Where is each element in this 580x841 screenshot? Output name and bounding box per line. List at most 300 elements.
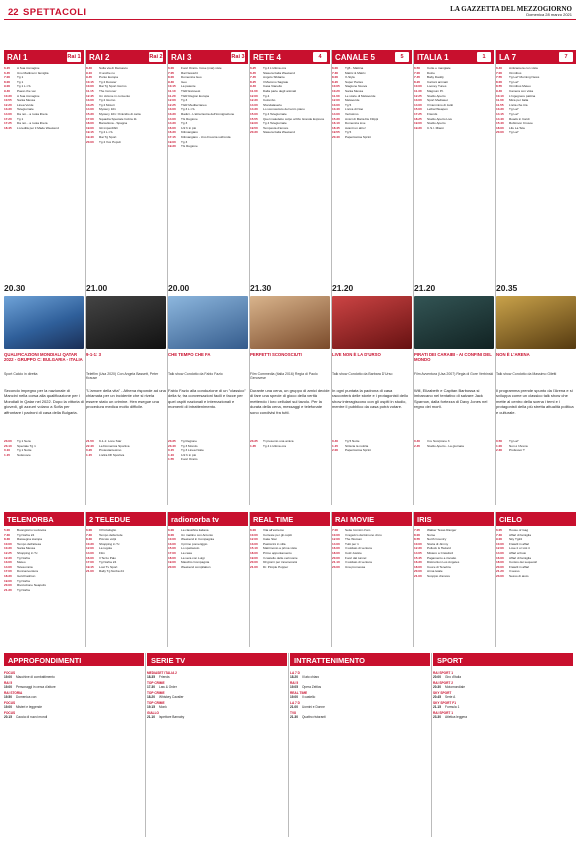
schedule-program: Gold Fashion [17,574,36,578]
column-divider [288,653,289,837]
schedule-program: Tg 1 Notte [17,449,32,453]
schedule-program: Tg 4 L'ultima ora [263,67,286,70]
section-title: SPETTACOLI [23,7,87,18]
schedule-time: 20.00 [496,564,504,569]
schedule-row [414,575,494,579]
schedule-time: 10.05 [332,84,340,89]
schedule-time: 19.15 [86,564,94,569]
schedule-time: 15.45 [414,555,422,560]
schedule-program: Il Mammo Sagrate [263,80,289,84]
listing-channel: RAI STORIA [4,691,23,695]
schedule-program: Fratelli in affari [509,542,530,546]
channel-logo: 7 [559,52,573,62]
schedule-program: Rai Tg Sport [99,135,117,139]
schedule-row [332,118,412,122]
channel-name: RETE 4 [253,53,282,62]
schedule-time: 20.00 [4,583,12,588]
listing-time: 18.20 [147,695,155,699]
schedule-time: 13.00 [414,98,422,103]
schedule-row [86,543,166,547]
schedule-program: Stasera Italia Weekend [263,71,295,75]
program-title: LIVE NON È LA D'URSO [332,352,381,357]
schedule-time: 16.30 [414,560,422,565]
schedule-time: 14.15 [496,111,504,116]
schedule-row [332,538,412,542]
schedule-row [168,440,248,444]
schedule-time: 8.55 [496,84,503,89]
schedule-program: Le storie di Melaverde [345,94,376,98]
schedule-row [86,76,166,80]
schedule-row [4,570,84,574]
column-divider [167,50,168,505]
schedule-time: 12.25 [168,102,176,107]
schedule-late [496,440,576,500]
schedule-program: Il ragazzo dal kimono d'oro [345,533,382,537]
schedule-time: 15.55 [250,116,258,121]
schedule-program: La casa [181,551,192,555]
newspaper-name: LA GAZZETTA DEL MEZZOGIORNO [450,5,572,13]
schedule-row [168,557,248,561]
listing-time: 21.15 [433,705,441,709]
listing-program: Whiskey Cavalier [159,695,184,699]
schedule-time: 0.40 [414,440,421,443]
schedule-program: Paesi che vai [17,89,36,93]
program-title: 9-1-1: 3 [86,352,102,357]
schedule-program: Omnibus [509,71,522,75]
listing-program: Uomini e Donne [302,705,325,709]
schedule-program: L'eredità per il Made Weekend [17,126,59,130]
schedule-time: 10.30 [86,541,94,546]
schedule-time: 17.20 [4,116,12,121]
schedule-program: Pasticcini in villa [263,542,286,546]
listing-channel: LA 7 D [290,671,300,675]
schedule-time: 10.15 [168,84,176,89]
listing-row [147,695,287,699]
schedule-row [86,547,166,551]
schedule-time: 15.00 [250,111,258,116]
schedule-program: Il re Scorpione 3 [427,440,450,443]
schedule-program: 1/2 h in più [181,453,197,457]
schedule-time: 13.00 [4,560,12,565]
schedule-time: 10.00 [496,541,504,546]
program-description: Sport Calcio in diretta [4,372,38,376]
schedule-program: Il sesso [509,570,520,574]
program-description: Telefilm (Usa 2020) Con Angela Bassett, Peter Krause [86,372,159,381]
local-channel-name: RAI MOVIE [335,515,375,524]
schedule-time: 10.15 [86,79,94,84]
category-listings [433,669,573,837]
schedule-program: Cuore di Tenebra [427,565,451,569]
schedule-program: Sette Uomini d'oro [345,529,371,532]
listing-program: Ispettore Barnaby [159,715,185,719]
schedule-row [168,95,248,99]
schedule-row [250,95,330,99]
schedule-program: Shopping in Tv [17,551,38,555]
listing-program: Personaggi in cerca d'attore [16,685,56,689]
schedule-time: 6.00 [168,67,175,70]
schedule-program: Shopping in Tv [99,542,120,546]
program-synopsis: Durante una cena, un gruppo di amici decide di fare una specie di gioco della verità mettendo i loro cellulari sul tavolo. Per la durata della cena, messaggi e telefonate sono condivisi fra tutti. [250,388,330,415]
program-photo [332,296,412,349]
schedule-row [414,566,494,570]
schedule-program: Donnavventura [17,570,38,574]
listing-time: 21.10 [147,715,155,719]
local-channel-header [4,512,84,526]
schedule-program: Tg 4 Telegiornale [263,122,287,126]
schedule-time: 8.00 [496,79,503,84]
schedule-program: Il Cammino di Jeiki [427,103,453,107]
schedule-time: 17.15 [168,134,176,139]
schedule-row [86,440,166,444]
channel-name: CANALE 5 [335,53,376,62]
schedule-program: Dolce [427,71,435,75]
schedule-row [86,538,166,542]
schedule-program: Magnum P.I. [427,89,445,93]
schedule-row [250,104,330,108]
schedule-time: 20.00 [168,564,176,569]
listing-program: Motomondiale [445,685,466,689]
channel-logo: Rai 3 [231,54,245,60]
schedule-row [168,552,248,556]
category-listings [290,669,430,837]
schedule-time: 6.45 [250,70,257,75]
program-synopsis: Il programma prende spunto da l'Arena e si sviluppa come un classico talk show che mette al centro della scena i temi e i protagonisti della più stretta attualità politica e culturale. [496,388,574,415]
schedule-time: 6.00 [168,529,175,532]
schedule-program: Tg 3 [181,99,188,103]
schedule-program: Weekend compilation [181,565,211,569]
schedule-time: 10.00 [86,84,94,89]
schedule-time: 1.00 [496,443,503,448]
schedule-time: 17.00 [4,569,12,574]
listing-time: 19.50 [4,695,12,699]
schedule-program: Primo appuntamento [263,551,292,555]
schedule-time: 15.00 [168,546,176,551]
schedule-row [250,72,330,76]
schedule-program: C.S.I. Miami [427,126,444,130]
schedule-row [496,538,576,542]
schedule-time: 14.00 [332,111,340,116]
schedule-time: 8.00 [4,79,11,84]
schedule-row [4,81,84,85]
schedule-time: 12.00 [86,546,94,551]
schedule-row [496,95,576,99]
schedule-time: 10.00 [414,541,422,546]
schedule-program: Sport Mediaset [427,99,448,103]
schedule-program: Film [99,551,105,555]
prime-time: 21.00 [86,283,108,293]
schedule-program: Angolo Sfidante [263,76,285,80]
schedule-time: 6.00 [86,529,93,532]
schedule-program: La Domenica Sportiva [99,444,130,448]
prime-time: 21.20 [332,283,354,293]
schedule-time: 20.00 [332,555,340,560]
schedule-morning [414,67,494,277]
schedule-time: 7.45 [250,75,257,80]
local-schedule [496,529,576,647]
local-schedule [250,529,330,647]
schedule-program: Tg 1 L.I.S. [17,85,32,89]
schedule-row [496,104,576,108]
schedule-time: 14.30 [168,121,176,126]
schedule-row [168,561,248,565]
schedule-time: 6.25 [250,67,257,70]
schedule-row [168,104,248,108]
schedule-time: 19.00 [86,125,94,130]
schedule-row [496,543,576,547]
schedule-time: 12.00 [332,98,340,103]
category-bar: APPROFONDIMENTI [4,653,144,666]
listing-row [433,685,573,689]
schedule-time: 18.00 [86,121,94,126]
schedule-program: Rai News24 [181,71,198,75]
schedule-row [168,99,248,103]
schedule-program: Quel maledetto colpo al Rio Grande Express [263,117,325,121]
schedule-row [250,552,330,556]
schedule-row [414,557,494,561]
schedule-program: Protestantesimo [99,449,122,453]
schedule-row [4,108,84,112]
listing-time: 20.15 [4,715,12,719]
schedule-time: 20.00 [250,560,258,565]
schedule-row [250,127,330,131]
schedule-row [250,566,330,570]
schedule-program: Fuori dal tunnel [345,556,367,560]
schedule-program: Speciale Tg 1 [17,444,36,448]
schedule-row [496,99,576,103]
schedule-row [4,113,84,117]
schedule-time: 12.00 [332,537,340,542]
schedule-program: Roads in Cardi [509,117,530,121]
listing-channel: RAI SPORT 2 [433,681,454,685]
schedule-time: 19.00 [250,555,258,560]
column-divider [413,512,414,647]
listing-program: Giro d'Italia [445,675,462,679]
schedule-time: 10.30 [4,93,12,98]
schedule-row [4,580,84,584]
schedule-program: TGR Region Europa [181,94,210,98]
schedule-time: 11.15 [86,88,94,93]
schedule-row [4,67,84,71]
listing-row [290,715,430,719]
schedule-row [332,95,412,99]
schedule-time: 15.00 [414,107,422,112]
local-channel-header [168,512,248,526]
schedule-program: Tutti per 1 [345,542,359,546]
channel-header [168,50,248,64]
schedule-time: 8.30 [86,537,93,542]
channel-logo: 5 [395,52,409,62]
schedule-time: 19.00 [414,121,422,126]
listing-row [433,715,573,719]
schedule-row [496,445,576,449]
schedule-time: 12.25 [414,93,422,98]
schedule-row [414,90,494,94]
schedule-row [250,440,330,444]
listing-program: Il lato chiaro [302,675,320,679]
schedule-time: 18.45 [332,125,340,130]
schedule-program: Rai Tg Sport Giorno [99,85,127,89]
program-title: QUALIFICAZIONI MONDIALI QATAR 2022 - GRUPPO C: BULGARIA - ITALIA [4,352,83,363]
schedule-row [496,108,576,112]
schedule-row [496,561,576,565]
schedule-row [4,76,84,80]
listing-time: 19.00 [4,685,12,689]
listing-program: Monk [159,705,167,709]
local-channel-header [332,512,412,526]
schedule-row [86,445,166,449]
schedule-time: 18.00 [414,564,422,569]
schedule-time: 18.00 [496,125,504,130]
schedule-time: 23.00 [4,440,12,443]
schedule-program: Weekend in Compagnia [181,538,214,542]
program-photo [4,296,84,349]
schedule-program: Tg 4 L'ultima ora [263,444,286,448]
category-listings [4,669,144,837]
schedule-time: 14.00 [4,564,12,569]
schedule-program: Pollock & Hazard [427,547,451,551]
schedule-program: Colombo [263,99,276,103]
schedule-late [168,440,248,500]
schedule-row [414,72,494,76]
schedule-program: Studio Aperto [427,94,446,98]
local-schedule [332,529,412,647]
schedule-row [496,113,576,117]
schedule-time: 6.05 [496,529,503,532]
listing-program: Friends [159,675,170,679]
schedule-row [496,547,576,551]
schedule-program: Linea Verde [17,103,34,107]
schedule-program: Nurse [427,533,436,537]
category-bar: INTRATTENIMENTO [290,653,430,666]
schedule-row [168,118,248,122]
program-description: Talk show Condotto da Fabio Fazio [168,372,223,376]
prime-time: 21.30 [250,283,272,293]
schedule-program: Gli imperdibili [99,126,118,130]
listing-program: Macchine di combattimento [16,675,55,679]
schedule-row [4,127,84,131]
schedule-time: 11.30 [414,88,422,93]
schedule-time: 23.35 [250,440,258,443]
schedule-time: 19.00 [168,139,176,144]
schedule-program: Love it or List it [509,547,530,551]
schedule-row [86,552,166,556]
local-channel-header [414,512,494,526]
channel-header [414,50,494,64]
listing-channel: SKY SPORT [433,691,452,695]
schedule-row [4,454,84,458]
schedule-time: 7.45 [414,75,421,80]
schedule-program: Lo spettacolo [181,547,200,551]
schedule-time: 21.50 [86,440,94,443]
schedule-program: Rally Tg Norba 24 [99,570,124,574]
listing-time: 19.00 [4,705,12,709]
schedule-row [250,67,330,71]
schedule-row [496,534,576,538]
schedule-program: Ti presento una amica [263,440,294,443]
schedule-time: 10.00 [250,532,258,537]
schedule-program: Sky Tg24 [509,538,523,542]
column-divider [495,50,496,505]
schedule-row [414,104,494,108]
schedule-row [4,440,84,444]
schedule-time: 19.30 [168,144,176,149]
schedule-late [332,440,412,500]
category-listings [147,669,287,837]
schedule-program: Mica per Italia [509,99,529,103]
schedule-program: Da noi... a ruota libera [17,112,48,116]
schedule-program: Paperissima Sprint [345,135,371,139]
schedule-program: Meteo [17,561,26,565]
schedule-time: 9.40 [250,84,257,89]
schedule-row [86,127,166,131]
listing-channel: LA 7 D [290,701,300,705]
schedule-program: Fuori Orario [181,458,198,462]
schedule-time: 13.25 [86,102,94,107]
listing-program: Atletica leggera [445,715,467,719]
schedule-program: A Sua immagine [17,94,40,98]
schedule-program: Mistero a Crawford [427,551,454,555]
local-channel-name: CIELO [499,515,522,524]
channel-header [4,50,84,64]
schedule-program: Tempesta d'amore [263,126,289,130]
schedule-time: 7.00 [496,70,503,75]
schedule-program: TGR Estovest [181,89,201,93]
schedule-program: Super Partes [345,80,364,84]
schedule-time: 0.15 [168,448,175,453]
schedule-morning [4,67,84,277]
schedule-time: 10.00 [414,84,422,89]
column-divider [431,653,432,837]
local-channel-name: REAL TIME [253,515,294,524]
schedule-program: L'arca di Noè [345,108,364,112]
schedule-row [86,141,166,145]
channel-header [250,50,330,64]
schedule-row [168,449,248,453]
channel-header [86,50,166,64]
schedule-program: Uno Mattina in famiglia [17,71,49,75]
listing-channel: FOCUS [4,701,16,705]
schedule-program: La classifica italiana [181,529,209,532]
schedule-time: 0.40 [332,440,339,443]
program-title: CHE TEMPO CHE FA [168,352,211,357]
schedule-program: Avanti un altro! [345,126,366,130]
channel-logo: 4 [313,52,327,62]
schedule-row [168,76,248,80]
schedule-program: Geo [181,80,187,84]
page-header [4,2,576,20]
local-channel-name: IRIS [417,515,432,524]
schedule-row [332,67,412,71]
schedule-row [250,131,330,135]
schedule-program: House of Gag [509,529,529,532]
schedule-row [86,561,166,565]
schedule-program: Verissimo [345,112,359,116]
schedule-time: 14.00 [86,107,94,112]
schedule-row [332,566,412,570]
schedule-program: Dr. Pimple Popper [263,565,289,569]
schedule-program: Tg La7 [509,440,519,443]
schedule-program: Cartoni animati [427,80,448,84]
schedule-row [168,566,248,570]
schedule-row [414,552,494,556]
schedule-time: 20.40 [332,134,340,139]
schedule-row [332,99,412,103]
schedule-program: Tempo della fede [99,533,123,537]
schedule-program: Cold Justice [345,551,362,555]
schedule-row [86,104,166,108]
schedule-program: 9-1-1: Lone Star [99,440,122,443]
schedule-row [86,454,166,458]
